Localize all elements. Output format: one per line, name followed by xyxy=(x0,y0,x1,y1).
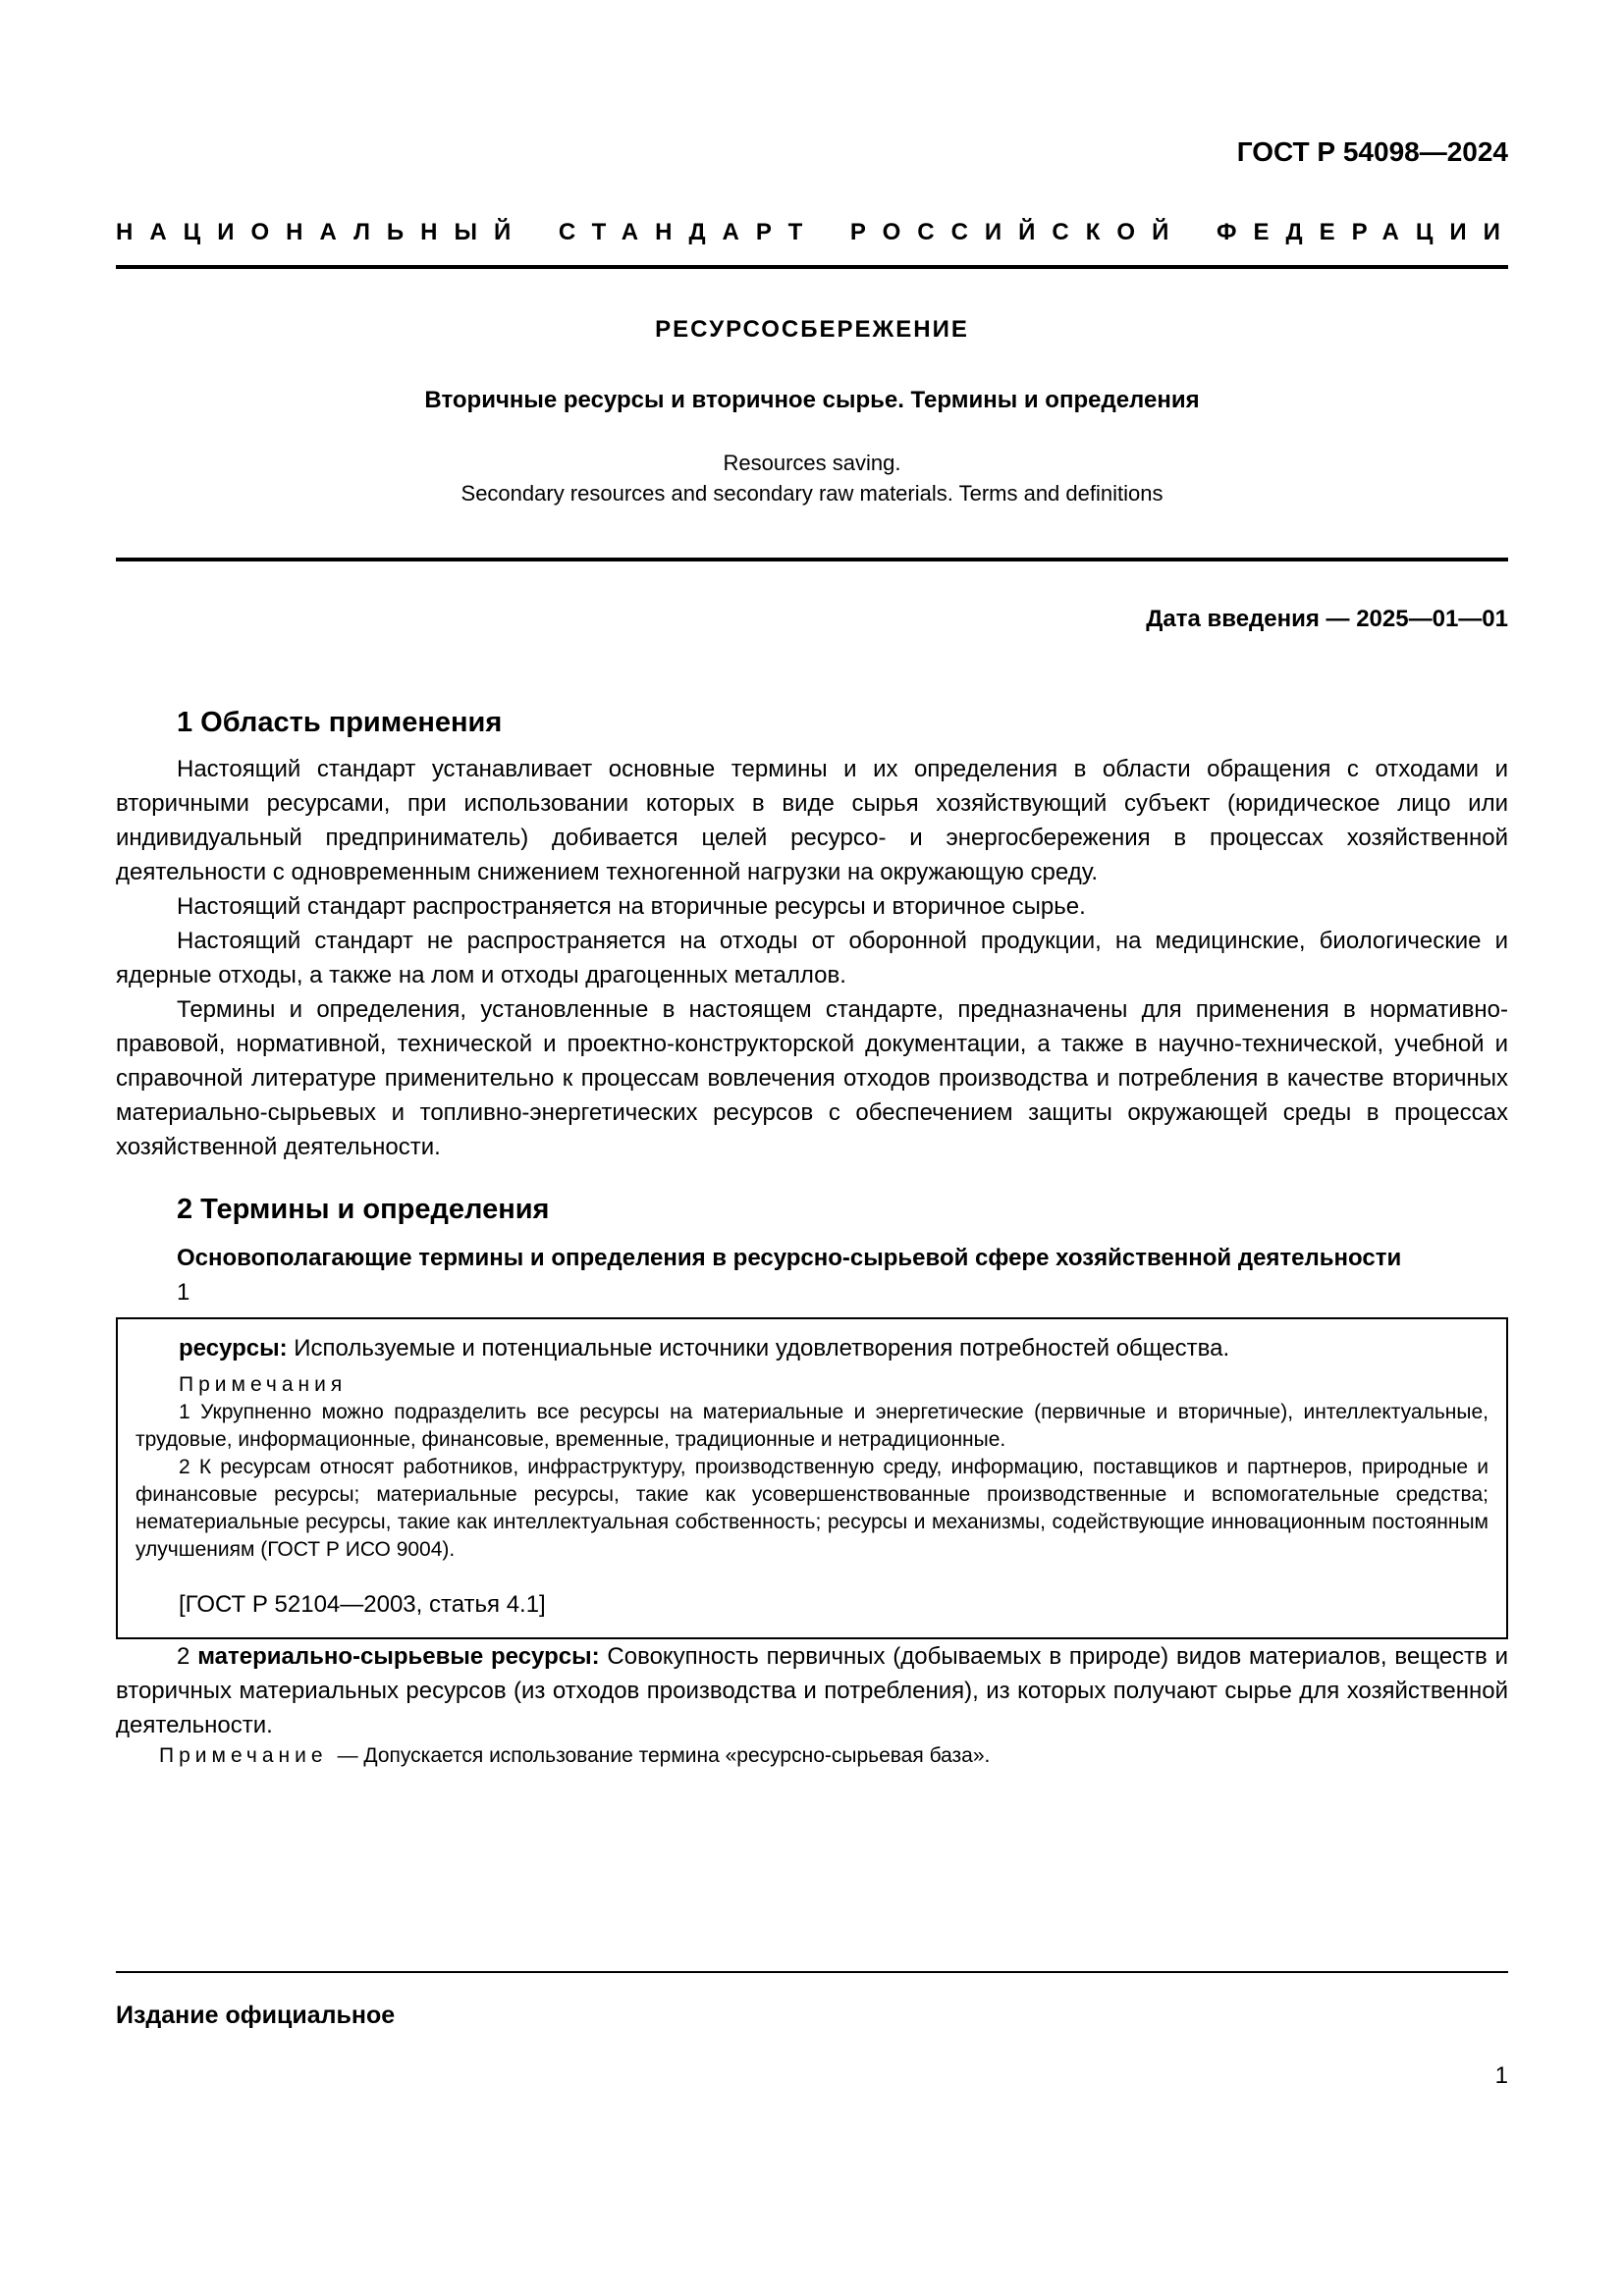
title-en-line-1: Resources saving. xyxy=(723,451,901,475)
term-2-name: материально-сырьевые ресурсы: xyxy=(197,1643,600,1670)
term-1-source: [ГОСТ Р 52104—2003, статья 4.1] xyxy=(179,1591,546,1618)
note-text: — Допускается использование термина «ресурсно-сырьевая база». xyxy=(337,1744,991,1767)
standard-type-banner: НАЦИОНАЛЬНЫЙ СТАНДАРТ РОССИЙСКОЙ ФЕДЕРАЦИИ xyxy=(116,219,1517,245)
title-rule xyxy=(116,558,1508,561)
page-footer xyxy=(116,1971,1508,2091)
term-2-text: Совокупность первичных (добываемых в природе) видов материалов, веществ и вторичных материальных ресурсов (из отходов производства и потребления), из которых получают сырье для хозяйственной деятельности. xyxy=(116,1643,1509,1738)
term-definition-box xyxy=(116,1317,1508,1639)
note-item: 2 К ресурсам относят работников, инфраструктуру, производственную среду, информацию, поставщиков и партнеров, природные и финансовые ресурсы; материальные ресурсы, такие как усовершенствованные производственные и вспомогательные средства; нематериальные ресурсы, такие как интеллектуальная собственность; ресурсы и механизмы, содействующие инновационным постоянным улучшениям (ГОСТ Р ИСО 9004). xyxy=(135,1456,1489,1561)
term-1-name: ресурсы: xyxy=(179,1335,288,1362)
paragraph: Настоящий стандарт устанавливает основные термины и их определения в области обращения с отходами и вторичными ресурсами, при использовании которых в виде сырья хозяйствующий субъект (юридическое лицо или индивидуальный предприниматель) добивается целей ресурсо- и энергосбережения в процессах хозяйственной деятельности с одновременным снижением техногенной нагрузки на окружающую среду. xyxy=(116,756,1508,885)
note-label: Примечание xyxy=(159,1744,328,1767)
paragraph: Настоящий стандарт не распространяется на отходы от оборонной продукции, на медицинские, биологические и ядерные отходы, а также на лом и отходы драгоценных металлов. xyxy=(116,928,1508,988)
title-en-line-2: Secondary resources and secondary raw materials. Terms and definitions xyxy=(460,481,1164,506)
edition-label: Издание официальное xyxy=(116,2002,396,2029)
term-2-note xyxy=(116,1742,1508,1770)
term-1-definition xyxy=(135,1331,1489,1365)
header-rule xyxy=(116,265,1508,269)
page-number: 1 xyxy=(1494,2062,1508,2089)
note-item: 1 Укрупненно можно подразделить все ресурсы на материальные и энергетические (первичные и вторичные), интеллектуальные, трудовые, информационные, финансовые, временные, традиционные и нетрадиционные. xyxy=(135,1401,1489,1451)
document-title-en xyxy=(116,448,1508,508)
paragraph: Настоящий стандарт распространяется на вторичные ресурсы и вторичное сырье. xyxy=(177,893,1086,920)
term-1-number: 1 xyxy=(177,1279,190,1306)
section-2-heading: 2 Термины и определения xyxy=(177,1194,550,1225)
section-1-heading: 1 Область применения xyxy=(177,707,503,738)
document-title-ru: Вторичные ресурсы и вторичное сырье. Термины и определения xyxy=(424,387,1200,413)
term-2-definition xyxy=(116,1639,1508,1742)
footer-rule xyxy=(116,1971,1508,1973)
section-2-intro: Основополагающие термины и определения в ресурсно-сырьевой сфере хозяйственной деятельности xyxy=(177,1245,1402,1271)
notes-label: Примечания xyxy=(179,1373,348,1396)
term-2-number: 2 xyxy=(177,1643,190,1670)
effective-date: Дата введения — 2025—01—01 xyxy=(1146,606,1508,632)
paragraph: Термины и определения, установленные в настоящем стандарте, предназначены для применения в нормативно-правовой, нормативной, технической и проектно-конструкторской документации, а также в научно-технической, учебной и справочной литературе применительно к процессам вовлечения отходов производства и потребления в качестве вторичных материально-сырьевых и топливно-энергетических ресурсов с обеспечением защиты окружающей среды в процессах хозяйственной деятельности. xyxy=(116,996,1508,1160)
doc-number: ГОСТ Р 54098—2024 xyxy=(1236,136,1508,167)
subject-title: РЕСУРСОСБЕРЕЖЕНИЕ xyxy=(655,316,969,343)
term-1-text: Используемые и потенциальные источники удовлетворения потребностей общества. xyxy=(294,1335,1230,1362)
